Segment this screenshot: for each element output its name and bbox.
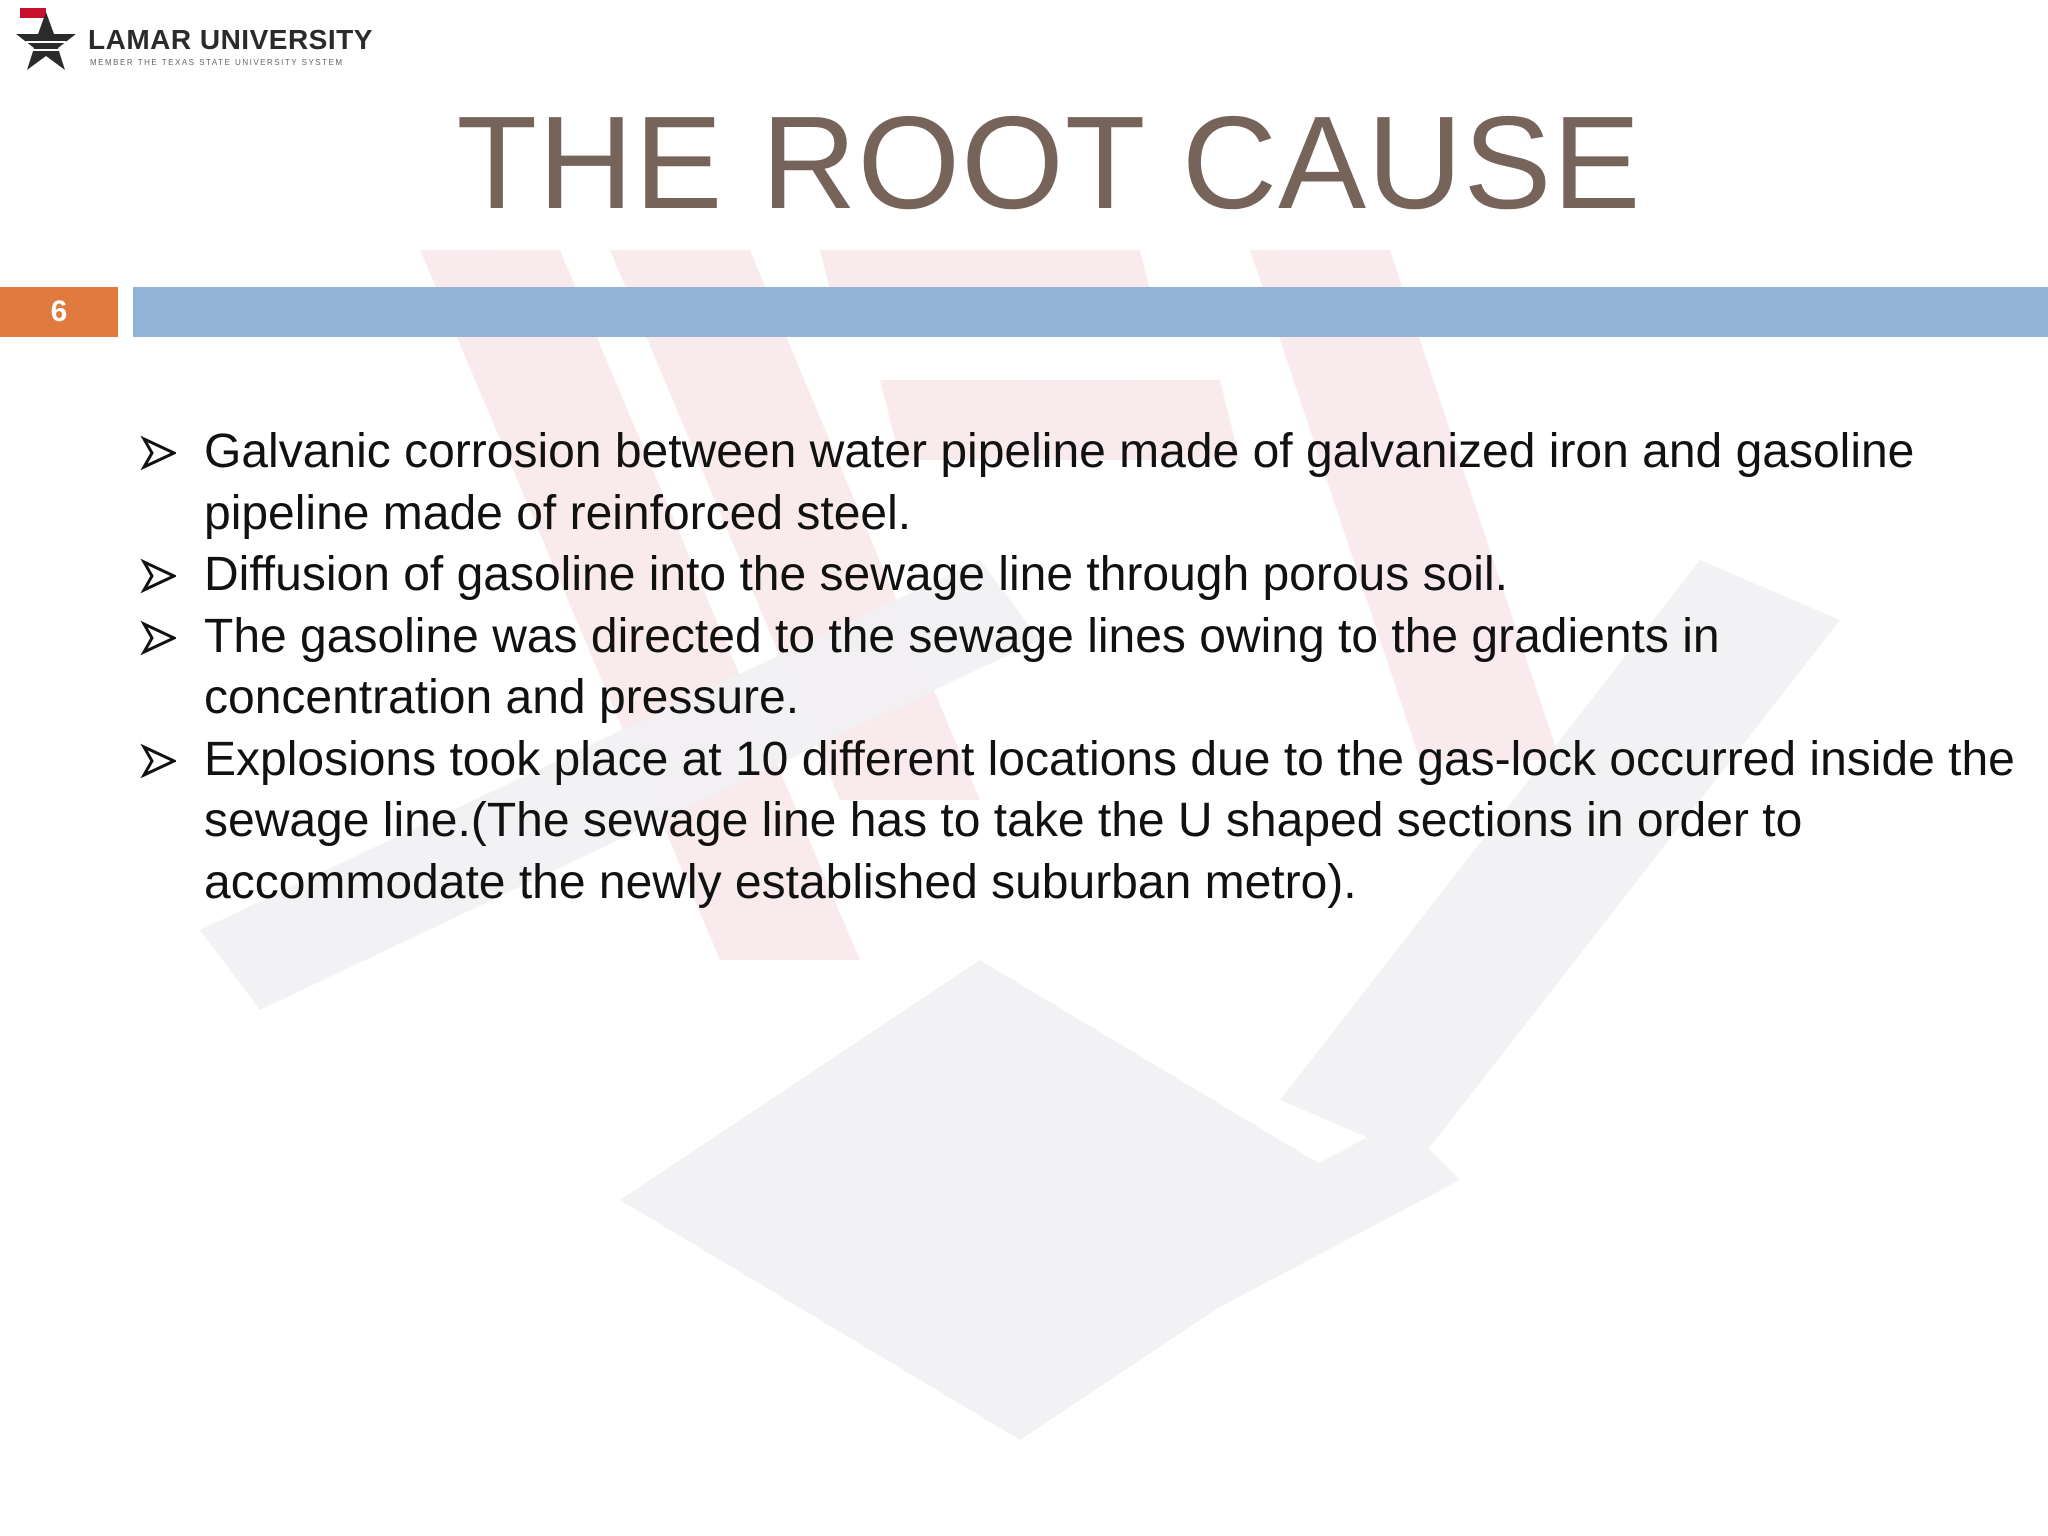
bullet-list	[140, 421, 2020, 913]
lamar-star-icon	[10, 6, 82, 72]
bullet-item	[140, 421, 2020, 544]
bullet-item	[140, 606, 2020, 729]
logo-tagline: MEMBER THE TEXAS STATE UNIVERSITY SYSTEM	[90, 58, 344, 67]
arrowhead-bullet-icon	[140, 743, 176, 779]
header-accent-bar	[133, 287, 2048, 337]
arrowhead-bullet-icon	[140, 435, 176, 471]
bullet-text: Diffusion of gasoline into the sewage line through porous soil.	[204, 548, 1508, 601]
arrowhead-bullet-icon	[140, 620, 176, 656]
bullet-text: The gasoline was directed to the sewage lines owing to the gradients in concentration and pressure.	[204, 609, 1720, 724]
slide-number-badge: 6	[0, 287, 118, 337]
slide-title: THE ROOT CAUSE	[456, 89, 1642, 236]
bullet-text: Galvanic corrosion between water pipeline made of galvanized iron and gasoline pipeline made of reinforced steel.	[204, 425, 1915, 540]
bullet-item	[140, 729, 2020, 914]
logo-university-name: LAMAR UNIVERSITY	[88, 24, 373, 55]
bullet-text: Explosions took place at 10 different locations due to the gas-lock occurred inside the sewage line.(The sewage line has to take the U shaped sections in order to accommodate the newly established suburban metro).	[204, 732, 2015, 909]
arrowhead-bullet-icon	[140, 558, 176, 594]
lamar-university-logo	[10, 6, 373, 78]
bullet-item	[140, 544, 2020, 606]
